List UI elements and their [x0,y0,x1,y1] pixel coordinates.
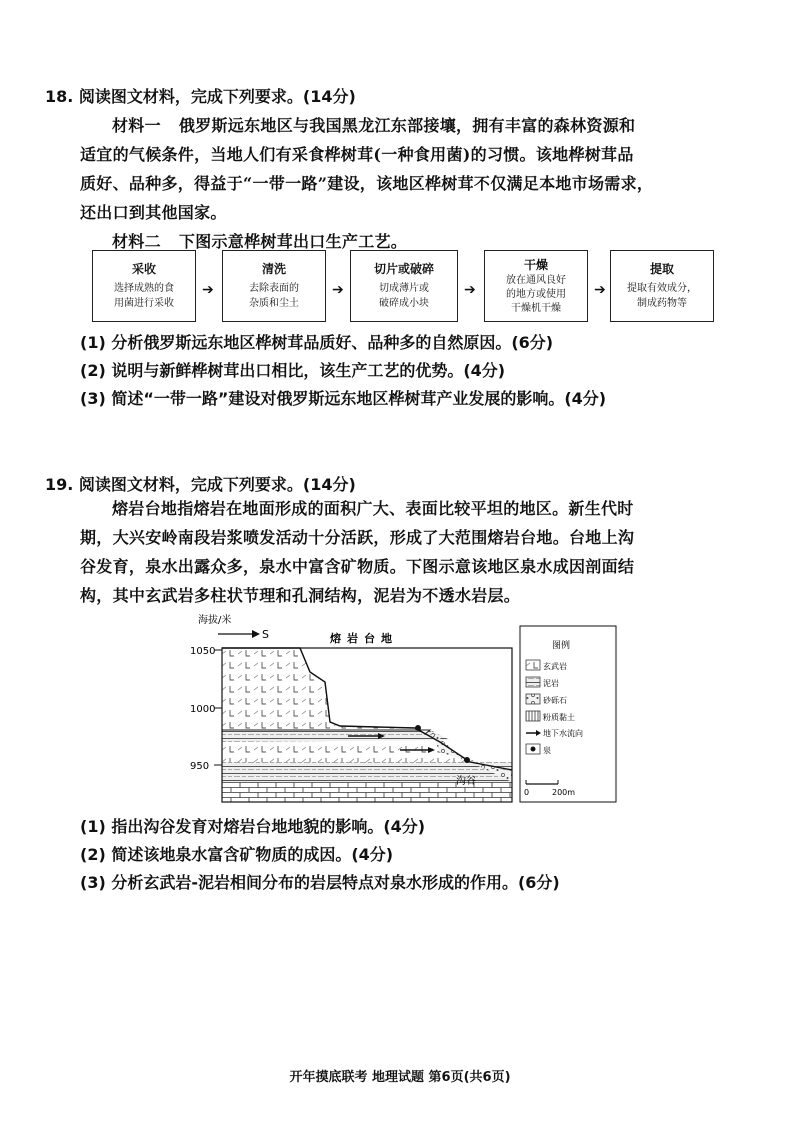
flow-step-wash [222,250,326,322]
spring-cross-section-figure [180,612,620,808]
mudstone-layer-upper [222,730,450,742]
legend-silty-clay-swatch [526,711,540,721]
q19-line4: 构，其中玄武岩多柱状节理和孔洞结构，泥岩为不透水岩层。 [80,586,521,605]
legend-gravel: 砂砾石 [543,696,567,705]
tick-950: 950 [190,761,210,772]
q19-line1: 熔岩台地指熔岩在地面形成的面积广大、表面比较平坦的地区。新生代时 [112,499,634,518]
flow-step-desc: 去除表面的 杂质和尘土 [249,283,299,309]
flow-step-extract [610,250,714,322]
spring-icon [464,757,470,763]
flow-arrow-icon: ➔ [594,282,606,298]
q18-sub3: (3) 简述“一带一路”建设对俄罗斯远东地区桦树茸产业发展的影响。(4分) [80,389,607,408]
valley-label: 沟谷 [456,776,476,787]
legend-silty-clay: 粉质黏土 [543,713,575,722]
flow-arrow-icon: ➔ [332,282,344,298]
flow-step-slice [350,250,458,322]
q18-sub2: (2) 说明与新鲜桦树茸出口相比，该生产工艺的优势。(4分) [80,361,506,380]
legend-spring: 泉 [543,746,551,755]
legend-gravel-swatch [526,694,540,704]
q19-title: 19. 阅读图文材料，完成下列要求。(14分) [45,475,356,494]
legend-basalt-swatch [526,660,540,670]
flow-arrow-icon: ➔ [464,282,476,298]
basalt-layer-middle [222,742,470,762]
flow-step-desc: 选择成熟的食 用菌进行采收 [114,283,174,309]
flow-step-dry [484,250,588,322]
material1-line4: 还出口到其他国家。 [80,203,227,222]
flow-step-desc: 切成薄片或 破碎成小块 [379,283,429,309]
scale-zero: 0 [524,788,530,797]
tick-1050: 1050 [190,646,216,657]
legend-spring-icon [531,747,536,752]
material2-label: 材料二 [112,232,161,251]
flow-step-harvest [92,250,196,322]
flow-step-desc: 放在通风良好 的地方或使用 干燥机干燥 [506,275,566,314]
q19-sub3: (3) 分析玄武岩-泥岩相间分布的岩层特点对泉水形成的作用。(6分) [80,873,560,892]
y-axis-label: 海拔/米 [198,615,232,626]
q18-title: 18. 阅读图文材料，完成下列要求。(14分) [45,87,356,106]
legend-mudstone-swatch [526,677,540,687]
material1-line1: 俄罗斯远东地区与我国黑龙江东部接壤，拥有丰富的森林资源和 [178,116,636,135]
material2-text: 下图示意桦树茸出口生产工艺。 [178,232,408,251]
flow-step-title: 提取 [649,262,674,276]
flow-step-desc: 提取有效成分， 制成药物等 [627,283,697,309]
flow-step-title: 干燥 [523,258,548,272]
q18-sub1: (1) 分析俄罗斯远东地区桦树茸品质好、品种多的自然原因。(6分) [80,333,554,352]
material1-line3: 质好、品种多，得益于“一带一路”建设，该地区桦树茸不仅满足本地市场需求， [80,174,654,193]
material1-label: 材料一 [112,116,161,135]
page-footer: 开年摸底联考 地理试题 第6页(共6页) [289,1070,511,1085]
flow-step-title: 切片或破碎 [373,262,434,276]
figure-title: 熔岩台地 [330,632,398,645]
q19-sub2: (2) 简述该地泉水富含矿物质的成因。(4分) [80,845,394,864]
material1-line2: 适宜的气候条件，当地人们有采食桦树茸(一种食用菌)的习惯。该地桦树茸品 [80,145,634,164]
legend-title: 图例 [552,641,571,651]
q19-line2: 期，大兴安岭南段岩浆喷发活动十分活跃，形成了大范围熔岩台地。台地上沟 [80,528,635,547]
q19-line3: 谷发育，泉水出露众多，泉水中富含矿物质。下图示意该地区泉水成因剖面结 [80,557,635,576]
q19-sub1: (1) 指出沟谷发育对熔岩台地地貌的影响。(4分) [80,817,426,836]
flow-arrow-icon: ➔ [202,282,214,298]
flow-step-title: 清洗 [261,262,286,276]
spring-icon [415,725,421,731]
tick-1000: 1000 [190,704,216,715]
scale-label: 200m [552,788,576,797]
legend-groundwater: 地下水流向 [543,729,583,738]
legend-basalt: 玄武岩 [543,662,567,671]
direction-label: S [262,628,269,641]
direction-arrow-icon [252,630,260,638]
q19-material [80,494,720,610]
legend-mudstone: 泥岩 [543,679,559,688]
q18-material1 [80,111,720,256]
flow-step-title: 采收 [131,262,156,276]
production-flow-diagram [92,250,714,326]
